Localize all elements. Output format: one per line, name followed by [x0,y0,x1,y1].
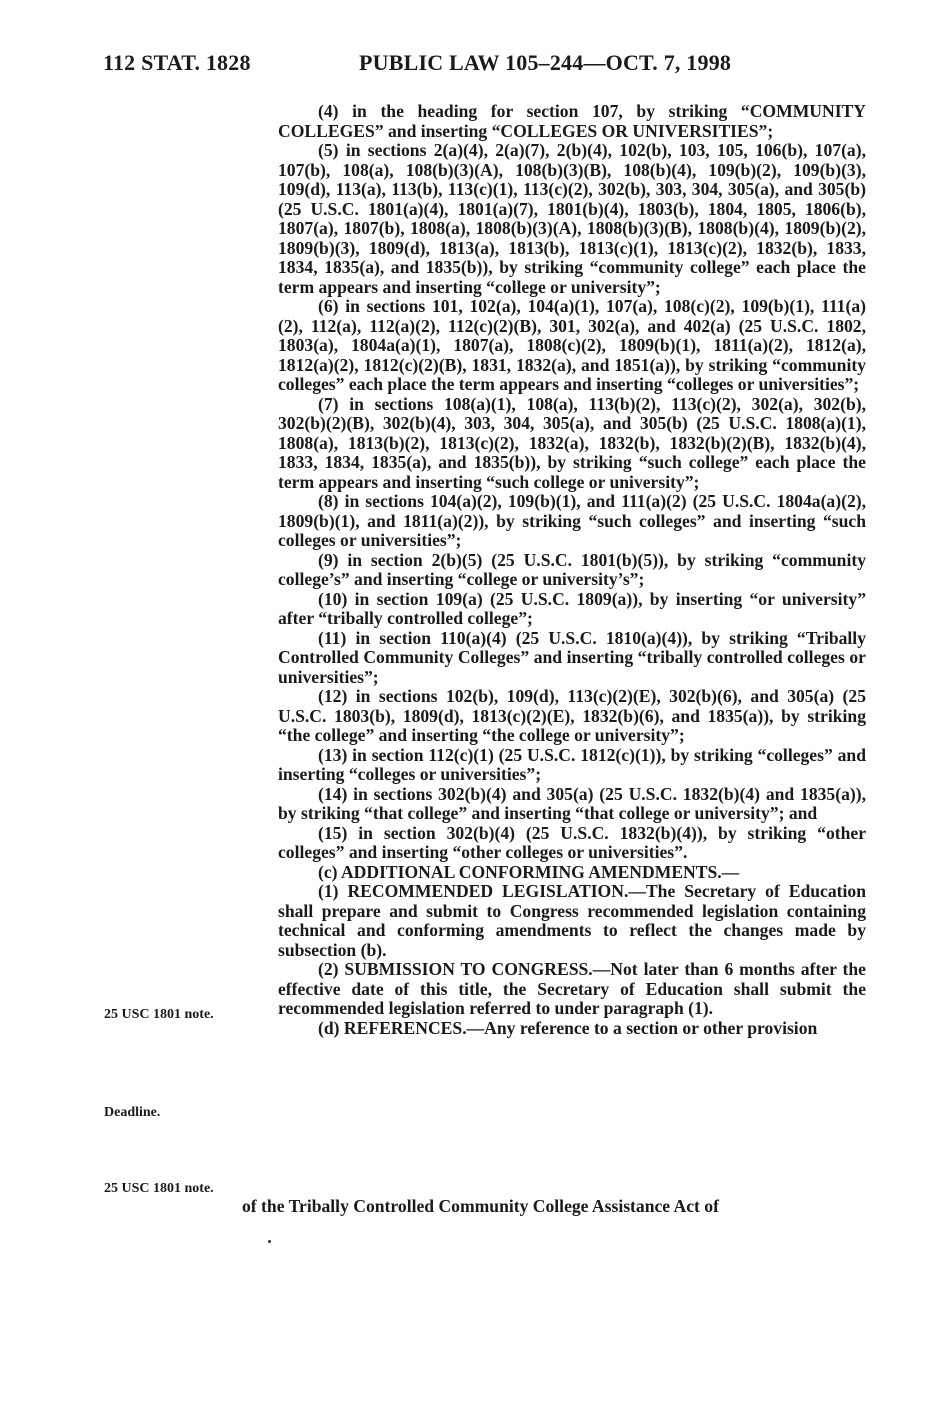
section-d-paragraph: (d) REFERENCES.—Any reference to a section or other provision [318,1017,818,1038]
paragraph-7: (7) in sections 108(a)(1), 108(a), 113(b)(2), 113(c)(2), 302(a), 302(b), 302(b)(2)(B), 302(b)(4), 303, 304, 305(a), and 305(b) (25 U.S.C. 1808(a)(1), 1808(a), 1813(b)(2), 1813(c)(2), 1832(a), 1832(b), 1832(b)(2)(B), 1832(b)(4), 1833, 1834, 1835(a), and 1835(b)), by striking “such college” each place the term appears and inserting “such college or university”; [278,393,866,492]
stat-citation: 112 STAT. 1828 [103,50,251,75]
paragraph-11: (11) in section 110(a)(4) (25 U.S.C. 1810(a)(4)), by striking “Tribally Controlled Community Colleges” and inserting “tribally controlled colleges or universities”; [278,627,866,687]
paragraph-9: (9) in section 2(b)(5) (25 U.S.C. 1801(b)(5)), by striking “community college’s” and inserting “college or university’s”; [278,549,866,589]
paragraph-5: (5) in sections 2(a)(4), 2(a)(7), 2(b)(4), 102(b), 103, 105, 106(b), 107(a), 107(b), 108(a), 108(b)(3)(A), 108(b)(3)(B), 108(b)(4), 109(b)(2), 109(b)(3), 109(d), 113(a), 113(b), 113(c)(1), 113(c)(2), 302(b), 303, 304, 305(a), and 305(b) (25 U.S.C. 1801(a)(4), 1801(a)(7), 1801(b)(4), 1803(b), 1804, 1805, 1806(b), 1807(a), 1807(b), 1808(a), 1808(b)(3)(A), 1808(b)(3)(B), 1808(b)(4), 1809(b)(2), 1809(b)(3), 1809(d), 1813(a), 1813(b), 1813(c)(1), 1813(c)(2), 1832(b), 1833, 1834, 1835(a), and 1835(b)), by striking “community college” each place the term appears and inserting “college or university”; [278,140,866,297]
page-header [0,50,946,90]
section-c-heading: (c) ADDITIONAL CONFORMING AMENDMENTS.— [318,861,740,882]
margin-note-usc-2: 25 USC 1801 note. [104,1181,214,1196]
paragraph-6: (6) in sections 101, 102(a), 104(a)(1), 107(a), 108(c)(2), 109(b)(1), 111(a)(2), 112(a), 112(a)(2), 112(c)(2)(B), 301, 302(a), and 402(a) (25 U.S.C. 1802, 1803(a), 1804a(a)(1), 1807(a), 1808(c)(2), 1809(b)(1), 1811(a)(2), 1812(a), 1812(a)(2), 1812(c)(2)(B), 1831, 1832(a), and 1851(a)), by striking “community colleges” each place the term appears and inserting “colleges or universities”; [278,296,866,394]
section-c-paragraph-2: (2) SUBMISSION TO CONGRESS.—Not later than 6 months after the effective date of this title, the Secretary of Education shall submit the recommended legislation referred to under paragraph (1). [278,959,866,1018]
section-c-paragraph-1: (1) RECOMMENDED LEGISLATION.—The Secretary of Education shall prepare and submit to Congress recommended legislation containing technical and conforming amendments to reflect the changes made by subsection (b). [278,881,866,960]
paragraph-10: (10) in section 109(a) (25 U.S.C. 1809(a)), by inserting “or university” after “tribally controlled college”; [278,588,866,628]
public-law-title: PUBLIC LAW 105–244—OCT. 7, 1998 [359,50,732,75]
paragraph-8: (8) in sections 104(a)(2), 109(b)(1), and 111(a)(2) (25 U.S.C. 1804a(a)(2), 1809(b)(1), and 1811(a)(2)), by striking “such colleges” and inserting “such colleges or universities”; [278,491,866,550]
margin-note-deadline: Deadline. [104,1105,161,1120]
paragraph-12: (12) in sections 102(b), 109(d), 113(c)(2)(E), 302(b)(6), and 305(a) (25 U.S.C. 1803(b), 1809(d), 1813(c)(2)(E), 1832(b)(6), and 1835(a)), by striking “the college” and inserting “the college or university”; [278,686,866,745]
stray-mark [268,1240,271,1243]
section-d-continuation: of the Tribally Controlled Community College Assistance Act of [242,1196,719,1216]
paragraph-4: (4) in the heading for section 107, by striking “COMMUNITY COLLEGES” and inserting “COLLEGES OR UNIVERSITIES”; [278,101,866,141]
paragraph-15: (15) in section 302(b)(4) (25 U.S.C. 1832(b)(4)), by striking “other colleges” and inserting “other colleges or universities”. [278,822,866,862]
paragraph-13: (13) in section 112(c)(1) (25 U.S.C. 1812(c)(1)), by striking “colleges” and inserting “colleges or universities”; [278,744,866,784]
document-body [278,102,866,1038]
paragraph-14: (14) in sections 302(b)(4) and 305(a) (25 U.S.C. 1832(b)(4) and 1835(a)), by striking “that college” and inserting “that college or university”; and [278,783,866,823]
margin-note-usc: 25 USC 1801 note. [104,1007,214,1022]
